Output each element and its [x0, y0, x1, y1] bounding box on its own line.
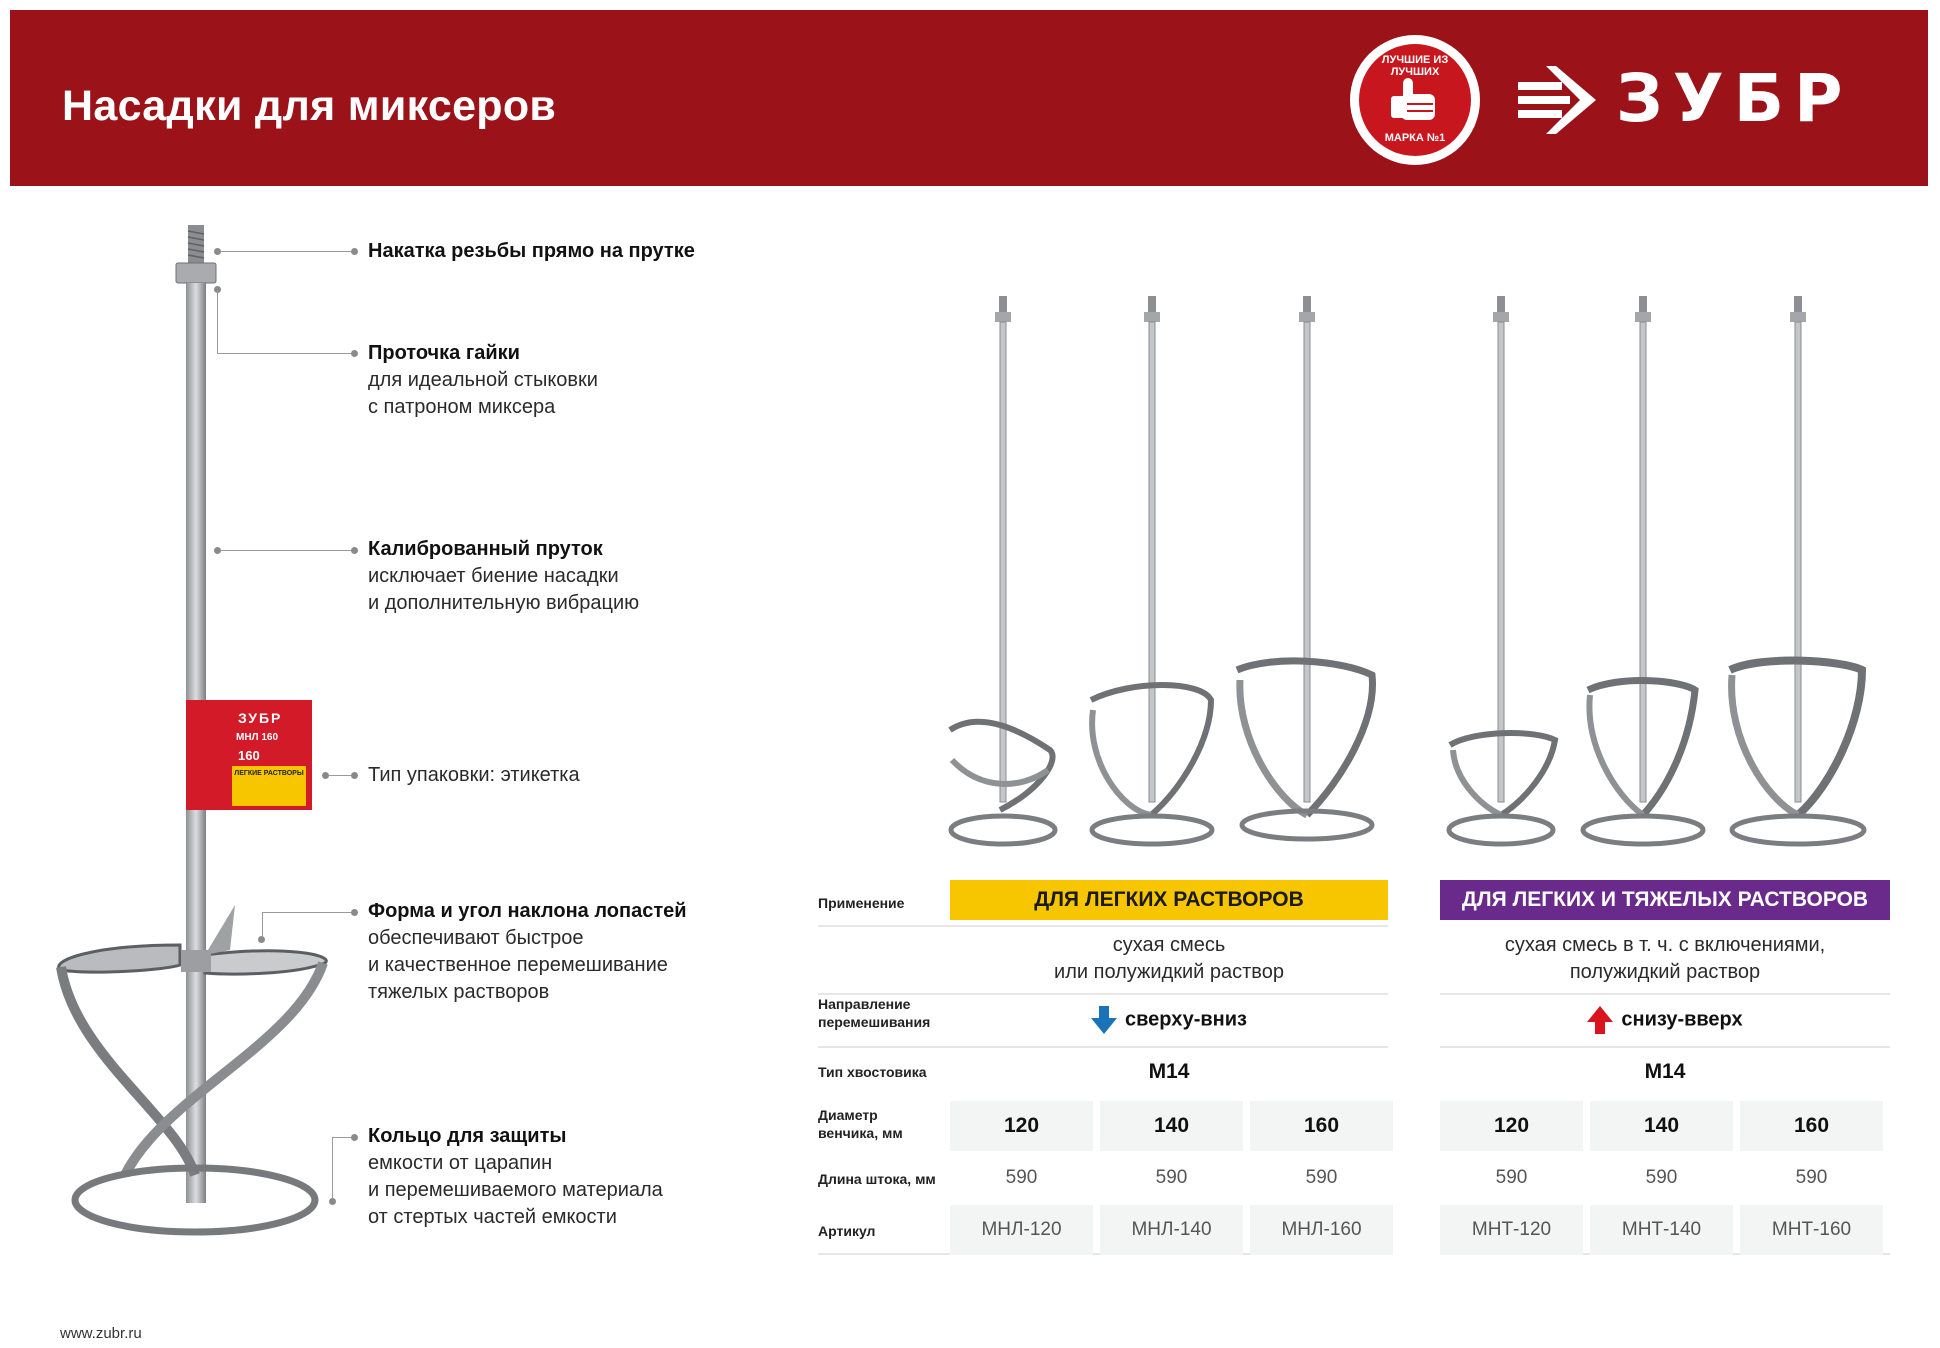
leader-line — [221, 251, 354, 252]
website-url[interactable]: www.zubr.ru — [60, 1325, 142, 1342]
package-label — [186, 700, 312, 810]
leader-dot — [351, 1134, 358, 1141]
arrow-down-icon — [1091, 1006, 1117, 1034]
callout-ring — [368, 1123, 663, 1231]
article-cell: МНЛ-160 — [1250, 1205, 1393, 1255]
callout-line: от стертых частей емкости — [368, 1206, 617, 1228]
product-image-mnl-160 — [1232, 290, 1382, 850]
callout-line: с патроном миксера — [368, 396, 556, 418]
brand-arrow-icon — [1514, 60, 1598, 140]
leader-dot — [329, 1198, 336, 1205]
callout-title: Калиброванный пруток — [368, 538, 603, 560]
row-separator — [818, 1046, 1388, 1048]
badge-core — [1359, 44, 1471, 156]
length-cell: 590 — [1305, 1167, 1338, 1188]
length-cell: 590 — [1005, 1167, 1038, 1188]
leader-dot — [214, 547, 221, 554]
group-header-light-heavy: ДЛЯ ЛЕГКИХ И ТЯЖЕЛЫХ РАСТВОРОВ — [1440, 880, 1890, 920]
mixing-direction-light — [950, 1006, 1388, 1034]
direction-text: сверху-вниз — [1125, 1008, 1247, 1031]
label-type: ЛЕГКИЕ РАСТВОРЫ — [234, 770, 304, 777]
label-model: МНЛ 160 — [236, 732, 279, 743]
callout-line: емкости от царапин — [368, 1152, 553, 1174]
diameter-cell: 140 — [1590, 1101, 1733, 1151]
row-label-line: перемешивания — [818, 1014, 931, 1030]
length-cell: 590 — [1495, 1167, 1528, 1188]
callout-line: для идеальной стыковки — [368, 369, 598, 391]
leader-line — [221, 550, 354, 551]
row-label-article: Артикул — [818, 1223, 876, 1239]
description-line: сухая смесь в т. ч. с включениями, — [1504, 934, 1826, 956]
callout-nut — [368, 340, 598, 421]
mixing-direction-light-heavy — [1440, 1006, 1890, 1034]
leader-dot — [351, 909, 358, 916]
group-description-light-heavy — [1440, 932, 1890, 986]
product-image-mnt-160 — [1722, 290, 1872, 850]
leader-dot — [351, 350, 358, 357]
diameter-cell: 160 — [1250, 1101, 1393, 1151]
product-image-mnt-120 — [1435, 290, 1585, 850]
leader-line — [262, 912, 354, 913]
product-image-mnt-140 — [1570, 290, 1720, 850]
page-title: Насадки для миксеров — [62, 82, 557, 130]
brand-name: ЗУБР — [1616, 60, 1853, 137]
diameter-cell: 120 — [950, 1101, 1093, 1151]
callout-title: Накатка резьбы прямо на прутке — [368, 240, 695, 262]
row-label-length: Длина штока, мм — [818, 1171, 936, 1187]
badge-top-text: ЛУЧШИЕ ИЗ ЛУЧШИХ — [1381, 54, 1449, 78]
leader-line — [217, 290, 218, 353]
row-label-direction — [818, 995, 930, 1031]
row-separator — [1440, 993, 1890, 995]
row-separator — [1440, 1046, 1890, 1048]
row-separator — [818, 993, 1388, 995]
leader-dot — [214, 248, 221, 255]
article-cell: МНЛ-140 — [1100, 1205, 1243, 1255]
callout-title: Форма и угол наклона лопастей — [368, 900, 687, 922]
leader-dot — [351, 547, 358, 554]
thumbs-up-icon — [1387, 74, 1443, 126]
article-cell: МНТ-160 — [1740, 1205, 1883, 1255]
row-label-line: Направление — [818, 996, 911, 1012]
product-image-mnl-120 — [940, 290, 1090, 850]
arrow-up-icon — [1587, 1006, 1613, 1034]
label-panel — [232, 766, 306, 806]
leader-line — [262, 912, 263, 936]
description-line: или полужидкий раствор — [1054, 961, 1284, 983]
leader-dot — [258, 936, 265, 943]
callout-line: тяжелых растворов — [368, 981, 550, 1003]
group-description-light — [950, 932, 1388, 986]
callout-title: Кольцо для защиты — [368, 1125, 567, 1147]
leader-dot — [351, 772, 358, 779]
callout-line: и перемешиваемого материала — [368, 1179, 663, 1201]
direction-text: снизу-вверх — [1621, 1008, 1743, 1031]
diameter-cell: 120 — [1440, 1101, 1583, 1151]
description-line: полужидкий раствор — [1569, 961, 1761, 983]
length-cell: 590 — [1155, 1167, 1188, 1188]
callout-line: и дополнительную вибрацию — [368, 592, 640, 614]
group-header-light: ДЛЯ ЛЕГКИХ РАСТВОРОВ — [950, 880, 1388, 920]
row-label-line: Диаметр — [818, 1107, 878, 1123]
label-brand: ЗУБР — [238, 710, 283, 726]
diameter-cell: 140 — [1100, 1101, 1243, 1151]
row-label-line: венчика, мм — [818, 1125, 903, 1141]
callout-rod — [368, 536, 639, 617]
callout-thread — [368, 238, 695, 265]
shank-type-light-heavy: M14 — [1644, 1060, 1686, 1083]
shank-type-light: M14 — [1148, 1060, 1190, 1083]
callout-line: и качественное перемешивание — [368, 954, 668, 976]
leader-line — [217, 353, 354, 354]
callout-package — [368, 762, 580, 789]
leader-dot — [351, 248, 358, 255]
brand-logo — [1514, 60, 1884, 140]
leader-line — [332, 1137, 333, 1198]
article-cell: МНТ-120 — [1440, 1205, 1583, 1255]
row-separator — [818, 925, 1388, 927]
diameter-cell: 160 — [1740, 1101, 1883, 1151]
article-cell: МНТ-140 — [1590, 1205, 1733, 1255]
length-cell: 590 — [1795, 1167, 1828, 1188]
best-brand-badge — [1350, 35, 1480, 165]
length-cell: 590 — [1645, 1167, 1678, 1188]
badge-bottom-text: МАРКА №1 — [1384, 132, 1446, 144]
article-cell: МНЛ-120 — [950, 1205, 1093, 1255]
callout-line: исключает биение насадки — [368, 565, 619, 587]
callout-blades — [368, 898, 687, 1006]
row-label-shank: Тип хвостовика — [818, 1064, 927, 1080]
label-size: 160 — [238, 748, 260, 763]
callout-line: обеспечивают быстрое — [368, 927, 584, 949]
callout-line: Тип упаковки: этикетка — [368, 764, 580, 786]
callout-title: Проточка гайки — [368, 342, 520, 364]
row-label-application: Применение — [818, 895, 905, 911]
row-label-diameter — [818, 1106, 903, 1142]
product-image-mnl-140 — [1081, 290, 1231, 850]
description-line: сухая смесь — [1112, 934, 1226, 956]
leader-dot — [322, 772, 329, 779]
